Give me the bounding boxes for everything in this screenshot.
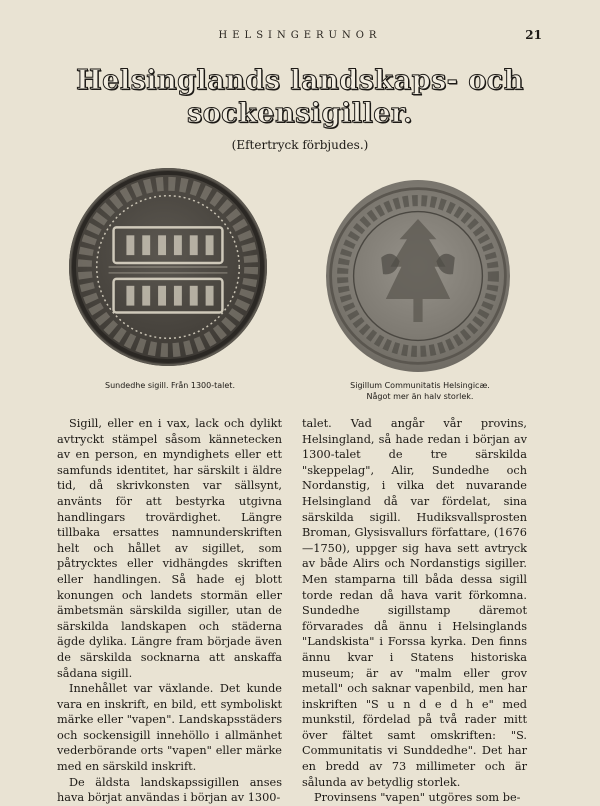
title-line-2: sockensigiller.: [186, 98, 414, 129]
paragraph: Provinsens "vapen" utgöres som be-: [314, 791, 521, 805]
page-number: 21: [525, 28, 542, 42]
running-head: HELSINGERUNOR: [218, 30, 382, 41]
right-caption-line-2: Något mer än halv storlek.: [366, 392, 474, 401]
paragraph: talet. Vad angår vår provins, Helsingland, så hade redan i början av 1300-talet de tre särskilda "skeppelag", Alir, Sundedhe och Nordanstig, i vilka det nuvarande Helsingland då var fördelat, sina särskilda sigill. Hudiksvallsprosten Broman, Glysisvallurs författare, (1676—1750), uppger sig hava sett avtryck av både Alirs och Nordanstigs sigiller. Men stamparna till båda dessa sigill torde redan då hava varit förkomna. Sundedhe sigillstamp däremot förvarades då ännu i Helsinglands "Landskista" i Forssa kyrka. Den finns ännu kvar i Statens historiska museum; är av "malm eller grov metall" och saknar vapenbild, men har inskriften "S u n d e d h e" med munkstil, fördelad på två rader mitt över fältet samt omskriften: "S. Communitatis vi Sunddedhe". Det har en bredd av 73 millimeter och är sålunda av betydlig storlek.: [302, 417, 527, 789]
right-seal-caption: [320, 380, 520, 402]
paragraph: Innehållet var växlande. Det kunde vara en inskrift, en bild, ett symboliskt märke eller "vapen". Landskapsstäders och sockensigill innehöllo i allmänhet vederbörande orts "vapen" eller märke med en särskild inskrift.: [57, 682, 282, 774]
helsingicae-seal-image: [326, 180, 510, 372]
body-column-right: [302, 416, 527, 806]
helsingicae-seal-drawing: [326, 180, 510, 372]
title-line-1: Helsinglands landskaps- och: [76, 65, 524, 96]
left-seal-caption: Sundedhe sigill. Från 1300-talet.: [105, 381, 235, 390]
body-column-left: [57, 416, 282, 806]
sundedhe-seal-drawing: [69, 168, 267, 366]
paragraph: De äldsta landskapssigillen anses hava börjat användas i början av 1300-: [57, 775, 282, 805]
paragraph: Sigill, eller en i vax, lack och dylikt avtryckt stämpel såsom kännetecken av en person, en myndighets eller ett samfunds identitet, har särskilt i äldre tid, då skrivkonsten var sällsynt, använts för att bestyrka utgivna handlingars trovärdighet. Längre tillbaka ersattes namnunderskriften helt och hållet av sigillet, som påtrycktes eller vidhängdes skriften eller handlingen. Så hade ej blott konungen och landets stormän eller ämbetsmän särskilda sigiller, utan de särskilda landskapen och städerna ägde dylika. Längre fram började även de särskilda socknarna att anskaffa sådana sigill.: [57, 417, 282, 680]
right-caption-line-1: Sigillum Communitatis Helsingicæ.: [350, 381, 490, 390]
article-title: [60, 64, 540, 130]
sundedhe-seal-image: [69, 168, 267, 366]
article-subtitle: (Eftertryck förbjudes.): [231, 138, 369, 152]
